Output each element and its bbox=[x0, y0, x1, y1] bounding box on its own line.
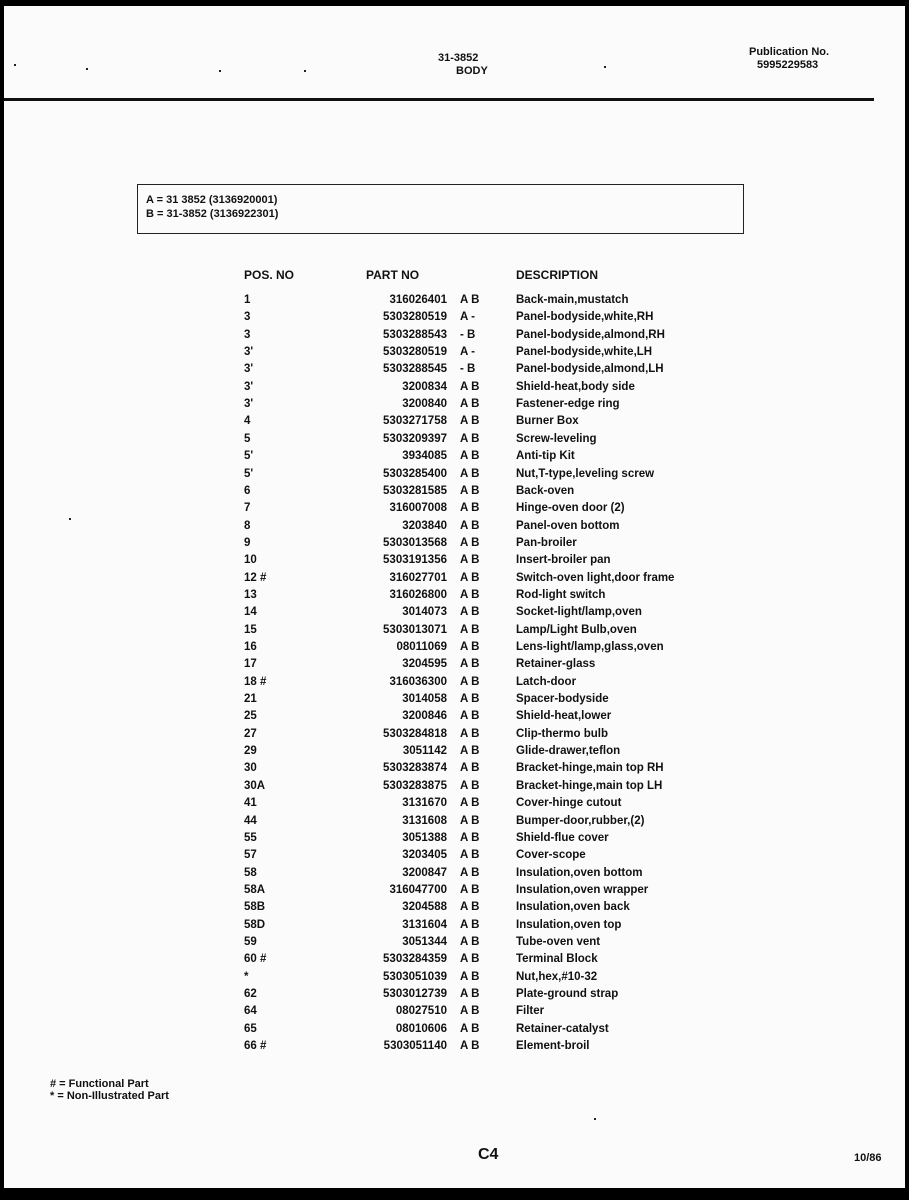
model-codes-cell: A B bbox=[460, 727, 480, 740]
model-codes-cell: A B bbox=[460, 571, 480, 584]
part-number-cell: 5303283875 bbox=[383, 779, 447, 792]
part-number-cell: 3051142 bbox=[402, 745, 447, 758]
model-codes-cell: A B bbox=[460, 450, 480, 463]
pos-cell: 44 bbox=[244, 814, 257, 827]
scan-speck bbox=[86, 68, 88, 70]
column-header-pos: POS. NO bbox=[244, 268, 295, 282]
table-row bbox=[4, 535, 904, 552]
part-number-cell: 316026800 bbox=[389, 588, 447, 601]
description-cell: Tube-oven vent bbox=[516, 935, 601, 948]
header-model bbox=[438, 52, 488, 78]
table-row bbox=[4, 847, 904, 864]
table-row bbox=[4, 726, 904, 743]
description-cell: Back-main,mustatch bbox=[516, 294, 629, 306]
table-row bbox=[4, 587, 904, 604]
description-cell: Back-oven bbox=[516, 484, 575, 497]
description-cell: Rod-light switch bbox=[516, 588, 606, 601]
part-number-cell: 3204588 bbox=[402, 901, 447, 914]
table-row bbox=[4, 882, 904, 899]
scan-speck bbox=[594, 1118, 596, 1120]
part-number-cell: 5303285400 bbox=[383, 467, 447, 480]
description-cell: Panel-bodyside,almond,LH bbox=[516, 363, 664, 376]
table-row bbox=[4, 1003, 904, 1020]
part-number-cell: 3204595 bbox=[402, 658, 447, 671]
model-codes-cell: A B bbox=[460, 484, 480, 497]
table-row bbox=[4, 396, 904, 413]
model-codes-cell: A B bbox=[460, 988, 480, 1000]
part-number-cell: 5303271758 bbox=[383, 415, 447, 428]
table-row bbox=[4, 483, 904, 500]
part-number-cell: 5303191356 bbox=[383, 554, 447, 567]
pos-cell: 17 bbox=[244, 658, 257, 671]
model-codes-cell: A B bbox=[460, 762, 480, 775]
pos-cell: 55 bbox=[244, 831, 257, 844]
table-row bbox=[4, 500, 904, 517]
part-number-cell: 5303012739 bbox=[383, 988, 447, 1000]
scan-speck bbox=[69, 518, 71, 520]
model-codes-cell: A B bbox=[460, 641, 480, 653]
description-cell: Nut,hex,#10-32 bbox=[516, 970, 598, 983]
description-cell: Hinge-oven door (2) bbox=[516, 502, 625, 515]
model-codes-cell: A B bbox=[460, 935, 480, 948]
table-row bbox=[4, 344, 904, 361]
footnote-non-illustrated: * = Non-Illustrated Part bbox=[50, 1090, 169, 1102]
scan-speck bbox=[304, 70, 306, 72]
part-number-cell: 316026401 bbox=[389, 294, 447, 306]
table-row bbox=[4, 448, 904, 465]
pos-cell: 1 bbox=[244, 294, 251, 306]
pos-cell: 4 bbox=[244, 415, 251, 428]
table-row bbox=[4, 604, 904, 621]
table-row bbox=[4, 674, 904, 691]
legend-line-b: B = 31-3852 (3136922301) bbox=[146, 208, 279, 220]
model-codes-cell: A B bbox=[460, 536, 480, 549]
table-row bbox=[4, 865, 904, 882]
table-row bbox=[4, 917, 904, 934]
publication-number: 5995229583 bbox=[757, 59, 819, 71]
pos-cell: 8 bbox=[244, 519, 251, 532]
part-number-cell: 5303284359 bbox=[383, 953, 447, 966]
column-header-description: DESCRIPTION bbox=[516, 268, 599, 282]
pos-cell: 6 bbox=[244, 484, 251, 497]
part-number-cell: 5303051039 bbox=[383, 970, 447, 983]
part-number-cell: 3051388 bbox=[402, 831, 447, 844]
description-cell: Burner Box bbox=[516, 415, 579, 428]
page-number: C4 bbox=[478, 1146, 499, 1163]
part-number-cell: 5303284818 bbox=[383, 727, 447, 740]
part-number-cell: 3051344 bbox=[402, 935, 447, 948]
pos-cell: 3 bbox=[244, 311, 251, 324]
model-number: 31-3852 bbox=[438, 52, 479, 64]
model-codes-cell: A B bbox=[460, 797, 480, 810]
footnotes bbox=[50, 1078, 169, 1102]
model-codes-cell: A B bbox=[460, 432, 480, 445]
pos-cell: 25 bbox=[244, 710, 257, 723]
column-header-part: PART NO bbox=[366, 268, 420, 282]
part-number-cell: 3131670 bbox=[402, 797, 447, 810]
description-cell: Shield-heat,body side bbox=[516, 380, 635, 393]
description-cell: Insulation,oven bottom bbox=[516, 866, 643, 879]
table-row bbox=[4, 656, 904, 673]
pos-cell: 16 bbox=[244, 641, 257, 653]
model-codes-cell: A B bbox=[460, 745, 480, 758]
description-cell: Pan-broiler bbox=[516, 536, 577, 549]
description-cell: Socket-light/lamp,oven bbox=[516, 606, 642, 619]
table-row bbox=[4, 986, 904, 1003]
pos-cell: 10 bbox=[244, 554, 257, 567]
part-number-cell: 3200847 bbox=[402, 866, 447, 879]
pos-cell: 3' bbox=[244, 398, 254, 411]
part-number-cell: 08011069 bbox=[396, 641, 447, 653]
model-codes-cell: A B bbox=[460, 901, 480, 914]
pos-cell: 29 bbox=[244, 745, 257, 758]
table-row bbox=[4, 1021, 904, 1038]
pos-cell: 57 bbox=[244, 849, 257, 862]
part-number-cell: 5303209397 bbox=[383, 432, 447, 445]
model-codes-cell: A - bbox=[460, 346, 475, 359]
description-cell: Clip-thermo bulb bbox=[516, 727, 608, 740]
description-cell: Cover-scope bbox=[516, 849, 586, 862]
model-codes-cell: A B bbox=[460, 1022, 480, 1035]
table-row bbox=[4, 708, 904, 725]
pos-cell: 7 bbox=[244, 502, 251, 515]
description-cell: Insulation,oven back bbox=[516, 901, 630, 914]
description-cell: Retainer-glass bbox=[516, 658, 596, 671]
part-number-cell: 3131608 bbox=[402, 814, 447, 827]
description-cell: Panel-bodyside,white,LH bbox=[516, 346, 653, 359]
model-codes-cell: A B bbox=[460, 693, 480, 706]
parts-list-page bbox=[4, 6, 905, 1188]
model-codes-cell: A B bbox=[460, 710, 480, 723]
pos-cell: 41 bbox=[244, 797, 257, 810]
legend-line-a: A = 31 3852 (3136920001) bbox=[146, 194, 278, 206]
section-title: BODY bbox=[456, 65, 488, 77]
pos-cell: 59 bbox=[244, 935, 257, 948]
part-number-cell: 5303280519 bbox=[383, 311, 447, 324]
pos-cell: 5 bbox=[244, 432, 251, 445]
description-cell: Panel-bodyside,white,RH bbox=[516, 311, 654, 324]
pos-cell: 3' bbox=[244, 380, 254, 393]
scan-speck bbox=[14, 64, 16, 66]
pos-cell: 15 bbox=[244, 623, 257, 636]
table-row bbox=[4, 431, 904, 448]
table-row bbox=[4, 813, 904, 830]
table-row bbox=[4, 899, 904, 916]
part-number-cell: 5303288545 bbox=[383, 363, 447, 376]
model-codes-cell: A B bbox=[460, 883, 480, 896]
table-row bbox=[4, 969, 904, 986]
description-cell: Bumper-door,rubber,(2) bbox=[516, 814, 645, 827]
scan-speck bbox=[604, 66, 606, 68]
publication-label: Publication No. bbox=[749, 46, 830, 58]
model-codes-cell: A B bbox=[460, 1040, 480, 1053]
pos-cell: 3' bbox=[244, 363, 254, 376]
description-cell: Terminal Block bbox=[516, 953, 598, 966]
pos-cell: 65 bbox=[244, 1022, 257, 1035]
table-row bbox=[4, 379, 904, 396]
description-cell: Retainer-catalyst bbox=[516, 1022, 609, 1035]
part-number-cell: 3200846 bbox=[402, 710, 447, 723]
description-cell: Shield-heat,lower bbox=[516, 710, 612, 723]
description-cell: Anti-tip Kit bbox=[516, 450, 575, 463]
pos-cell: 27 bbox=[244, 727, 257, 740]
table-row bbox=[4, 830, 904, 847]
part-number-cell: 08010606 bbox=[395, 1022, 447, 1035]
table-row bbox=[4, 951, 904, 968]
model-codes-cell: A - bbox=[460, 311, 475, 324]
table-row bbox=[4, 622, 904, 639]
part-number-cell: 3200834 bbox=[402, 380, 447, 393]
description-cell: Spacer-bodyside bbox=[516, 693, 609, 706]
part-number-cell: 3934085 bbox=[402, 450, 447, 463]
description-cell: Plate-ground strap bbox=[516, 988, 619, 1000]
description-cell: Cover-hinge cutout bbox=[516, 797, 622, 810]
pos-cell: 14 bbox=[244, 606, 257, 619]
part-number-cell: 3014058 bbox=[402, 693, 447, 706]
description-cell: Screw-leveling bbox=[516, 432, 597, 445]
pos-cell: 9 bbox=[244, 536, 251, 549]
description-cell: Fastener-edge ring bbox=[516, 398, 620, 411]
description-cell: Insulation,oven top bbox=[516, 918, 622, 931]
pos-cell: 3 bbox=[244, 328, 251, 341]
model-codes-cell: A B bbox=[460, 294, 480, 306]
pos-cell: 5' bbox=[244, 450, 254, 463]
table-row bbox=[4, 327, 904, 344]
table-row bbox=[4, 691, 904, 708]
model-codes-cell: A B bbox=[460, 675, 480, 688]
model-codes-cell: A B bbox=[460, 554, 480, 567]
model-codes-cell: A B bbox=[460, 398, 480, 411]
description-cell: Panel-bodyside,almond,RH bbox=[516, 328, 665, 341]
pos-cell: 18 # bbox=[244, 675, 267, 688]
description-cell: Latch-door bbox=[516, 675, 577, 688]
table-row bbox=[4, 639, 904, 656]
pos-cell: 5' bbox=[244, 467, 254, 480]
model-codes-cell: A B bbox=[460, 1005, 480, 1018]
pos-cell: 13 bbox=[244, 588, 257, 601]
part-number-cell: 5303051140 bbox=[383, 1040, 447, 1053]
pos-cell: 30A bbox=[244, 779, 266, 792]
revision-date: 10/86 bbox=[854, 1152, 882, 1164]
pos-cell: 60 # bbox=[244, 953, 267, 966]
model-codes-cell: A B bbox=[460, 953, 480, 966]
description-cell: Insulation,oven wrapper bbox=[516, 883, 649, 896]
model-codes-cell: A B bbox=[460, 779, 480, 792]
table-row bbox=[4, 413, 904, 430]
description-cell: Insert-broiler pan bbox=[516, 554, 611, 567]
table-row bbox=[4, 518, 904, 535]
pos-cell: 58D bbox=[244, 918, 266, 931]
part-number-cell: 3203840 bbox=[402, 519, 447, 532]
pos-cell: * bbox=[244, 970, 249, 983]
part-number-cell: 5303283874 bbox=[383, 762, 447, 775]
model-codes-cell: A B bbox=[460, 623, 480, 636]
part-number-cell: 3203405 bbox=[402, 849, 447, 862]
part-number-cell: 5303281585 bbox=[383, 484, 447, 497]
part-number-cell: 08027510 bbox=[395, 1005, 447, 1018]
part-number-cell: 3014073 bbox=[402, 606, 447, 619]
model-codes-cell: A B bbox=[460, 467, 480, 480]
description-cell: Element-broil bbox=[516, 1040, 590, 1053]
pos-cell: 3' bbox=[244, 346, 254, 359]
pos-cell: 58A bbox=[244, 883, 266, 896]
model-legend bbox=[137, 184, 744, 234]
model-codes-cell: A B bbox=[460, 970, 480, 983]
model-codes-cell: A B bbox=[460, 380, 480, 393]
part-number-cell: 5303288543 bbox=[383, 328, 447, 341]
model-codes-cell: A B bbox=[460, 658, 480, 671]
pos-cell: 21 bbox=[244, 693, 257, 706]
model-codes-cell: A B bbox=[460, 849, 480, 862]
pos-cell: 58B bbox=[244, 901, 266, 914]
publication-info bbox=[749, 46, 829, 72]
model-codes-cell: A B bbox=[460, 606, 480, 619]
pos-cell: 58 bbox=[244, 866, 257, 879]
description-cell: Lamp/Light Bulb,oven bbox=[516, 623, 637, 636]
part-number-cell: 3200840 bbox=[402, 398, 447, 411]
description-cell: Bracket-hinge,main top RH bbox=[516, 762, 664, 775]
pos-cell: 64 bbox=[244, 1005, 257, 1018]
description-cell: Filter bbox=[516, 1005, 545, 1018]
table-row bbox=[4, 309, 904, 326]
part-number-cell: 5303280519 bbox=[383, 346, 447, 359]
part-number-cell: 316047700 bbox=[389, 883, 447, 896]
description-cell: Bracket-hinge,main top LH bbox=[516, 779, 663, 792]
scan-speck bbox=[219, 70, 221, 72]
description-cell: Panel-oven bottom bbox=[516, 519, 620, 532]
model-codes-cell: A B bbox=[460, 814, 480, 827]
table-row bbox=[4, 466, 904, 483]
part-number-cell: 316036300 bbox=[389, 675, 447, 688]
pos-cell: 62 bbox=[244, 988, 257, 1000]
pos-cell: 12 # bbox=[244, 571, 267, 584]
table-row bbox=[4, 934, 904, 951]
description-cell: Glide-drawer,teflon bbox=[516, 745, 621, 758]
table-row bbox=[4, 292, 904, 309]
part-number-cell: 5303013568 bbox=[383, 536, 447, 549]
model-codes-cell: A B bbox=[460, 415, 480, 428]
part-number-cell: 3131604 bbox=[402, 918, 447, 931]
table-row bbox=[4, 760, 904, 777]
pos-cell: 30 bbox=[244, 762, 257, 775]
footnote-functional: # = Functional Part bbox=[50, 1078, 149, 1090]
model-codes-cell: A B bbox=[460, 918, 480, 931]
model-codes-cell: - B bbox=[460, 328, 476, 341]
table-row bbox=[4, 570, 904, 587]
model-codes-cell: - B bbox=[460, 363, 476, 376]
table-row bbox=[4, 795, 904, 812]
part-number-cell: 5303013071 bbox=[383, 623, 447, 636]
description-cell: Nut,T-type,leveling screw bbox=[516, 467, 655, 480]
table-row bbox=[4, 743, 904, 760]
header-divider bbox=[4, 98, 874, 101]
model-codes-cell: A B bbox=[460, 519, 480, 532]
part-number-cell: 316027701 bbox=[389, 571, 447, 584]
pos-cell: 66 # bbox=[244, 1040, 267, 1053]
model-codes-cell: A B bbox=[460, 588, 480, 601]
part-number-cell: 316007008 bbox=[389, 502, 447, 515]
description-cell: Lens-light/lamp,glass,oven bbox=[516, 641, 664, 653]
table-row bbox=[4, 778, 904, 795]
table-row bbox=[4, 1038, 904, 1055]
table-row bbox=[4, 361, 904, 378]
description-cell: Switch-oven light,door frame bbox=[516, 571, 675, 584]
model-codes-cell: A B bbox=[460, 866, 480, 879]
description-cell: Shield-flue cover bbox=[516, 831, 609, 844]
model-codes-cell: A B bbox=[460, 831, 480, 844]
table-row bbox=[4, 552, 904, 569]
model-codes-cell: A B bbox=[460, 502, 480, 515]
